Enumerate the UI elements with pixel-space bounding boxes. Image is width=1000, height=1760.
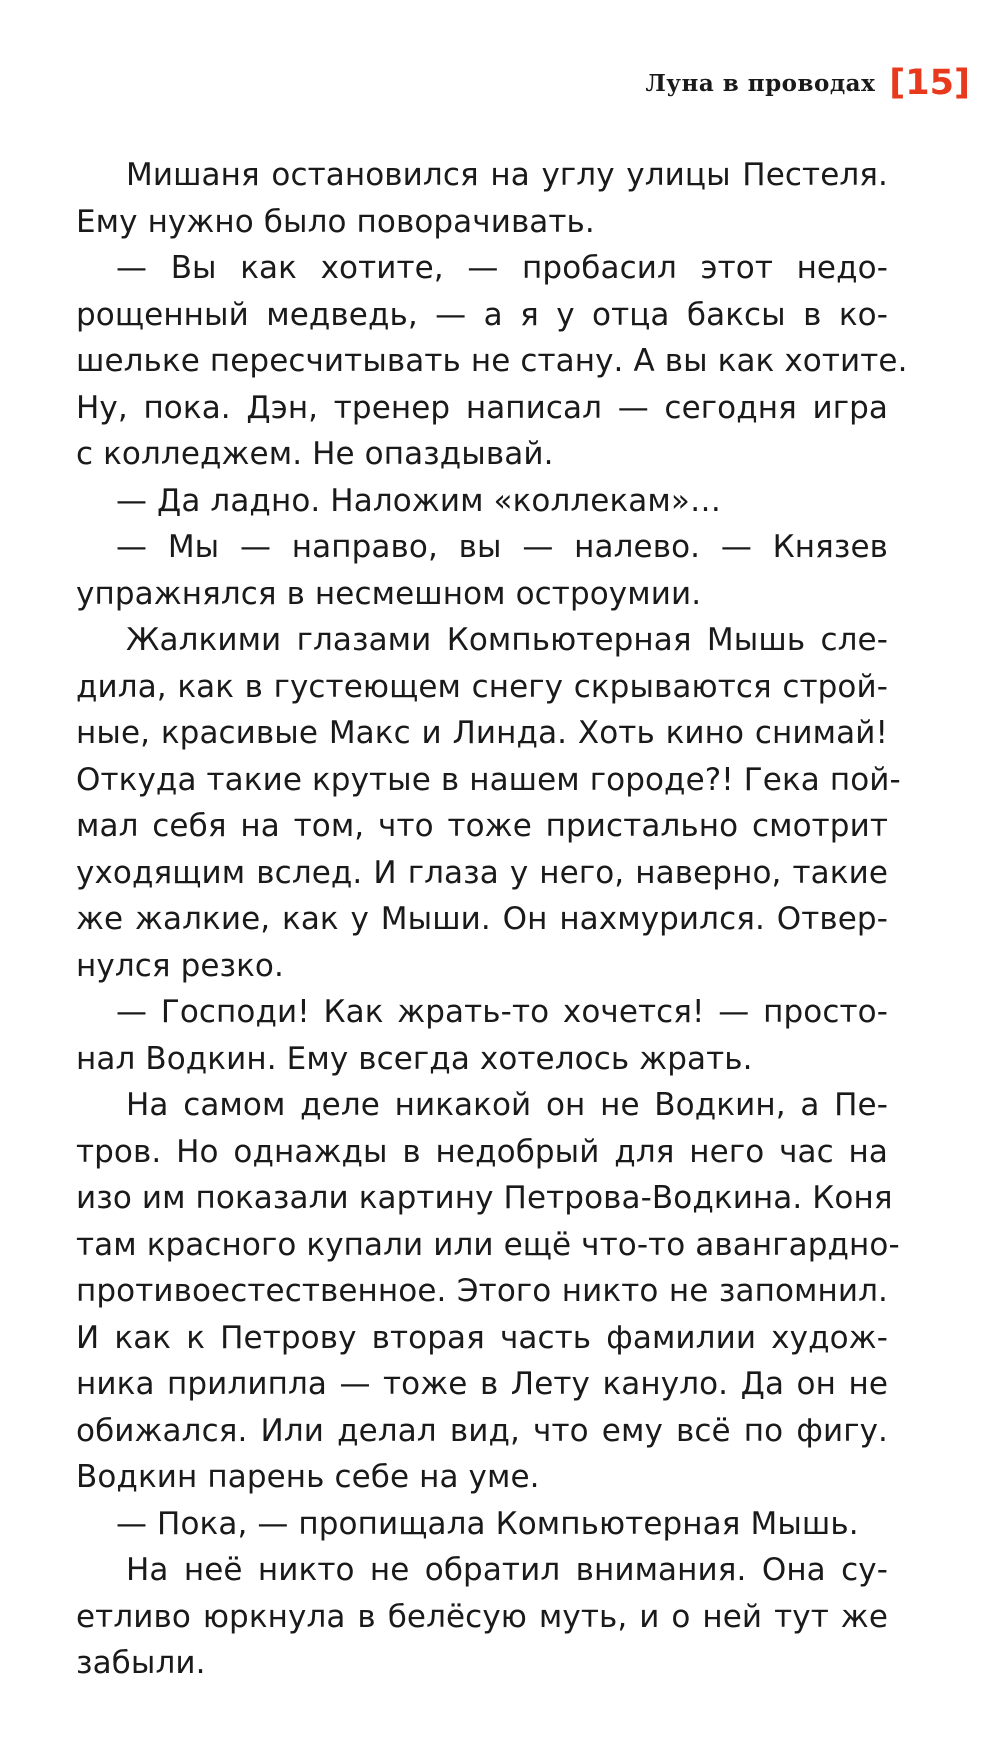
text-line: — Вы как хотите, — пробасил этот недо- xyxy=(116,250,888,286)
running-header xyxy=(645,58,970,108)
text-line: тров. Но однажды в недобрый для него час на xyxy=(76,1133,888,1170)
text-line: Мишаня остановился на углу улицы Пестеля. xyxy=(126,157,888,193)
text-line: забыли. xyxy=(76,1645,206,1681)
text-line: Откуда такие крутые в нашем городе?! Гека пой- xyxy=(76,761,901,798)
text-line: На самом деле никакой он не Водкин, а Пе- xyxy=(126,1087,888,1123)
text-line: обижался. Или делал вид, что ему всё по фигу. xyxy=(76,1412,888,1449)
text-line: с колледжем. Не опаздывай. xyxy=(76,436,554,472)
text-line: упражнялся в несмешном остроумии. xyxy=(76,575,702,612)
text-line: нулся резко. xyxy=(76,947,284,984)
body-text xyxy=(76,152,908,1687)
text-line: Ему нужно было поворачивать. xyxy=(76,203,595,240)
text-line: — Мы — направо, вы — налево. — Князев xyxy=(116,529,888,565)
text-line: ника прилипла — тоже в Лету кануло. Да он не xyxy=(76,1366,888,1402)
text-line: дила, как в густеющем снегу скрываются строй- xyxy=(76,668,888,705)
text-line: Жалкими глазами Компьютерная Мышь сле- xyxy=(126,622,888,658)
text-line: Ну, пока. Дэн, тренер написал — сегодня игра xyxy=(76,389,888,426)
text-line: нал Водкин. Ему всегда хотелось жрать. xyxy=(76,1040,753,1077)
text-line: изо им показали картину Петрова-Водкина. Коня xyxy=(76,1180,893,1216)
running-title: Луна в проводах xyxy=(645,69,876,97)
text-line: мал себя на том, что тоже пристально смотрит xyxy=(76,808,888,844)
text-line: уходящим вслед. И глаза у него, наверно, такие xyxy=(76,854,888,891)
text-line: ные, красивые Макс и Линда. Хоть кино снимай! xyxy=(76,715,888,751)
text-line: рощенный медведь, — а я у отца баксы в ко- xyxy=(76,296,888,333)
text-line: там красного купали или ещё что-то авангардно- xyxy=(76,1226,900,1263)
text-line: противоестественное. Этого никто не запомнил. xyxy=(76,1273,888,1309)
text-line: — Господи! Как жрать-то хочется! — просто- xyxy=(116,994,888,1030)
text-line: — Пока, — пропищала Компьютерная Мышь. xyxy=(116,1505,859,1542)
text-line: И как к Петрову вторая часть фамилии худож- xyxy=(76,1319,888,1356)
text-line: етливо юркнула в белёсую муть, и о ней тут же xyxy=(76,1598,888,1635)
text-line: — Да ладно. Наложим «коллекам»… xyxy=(116,482,722,519)
page-number: [15] xyxy=(889,62,970,103)
text-line: Водкин парень себе на уме. xyxy=(76,1459,540,1495)
text-line: На неё никто не обратил внимания. Она су- xyxy=(126,1552,888,1588)
text-line: же жалкие, как у Мыши. Он нахмурился. Отвер- xyxy=(76,901,888,937)
text-line: шельке пересчитывать не стану. А вы как хотите. xyxy=(76,343,908,379)
